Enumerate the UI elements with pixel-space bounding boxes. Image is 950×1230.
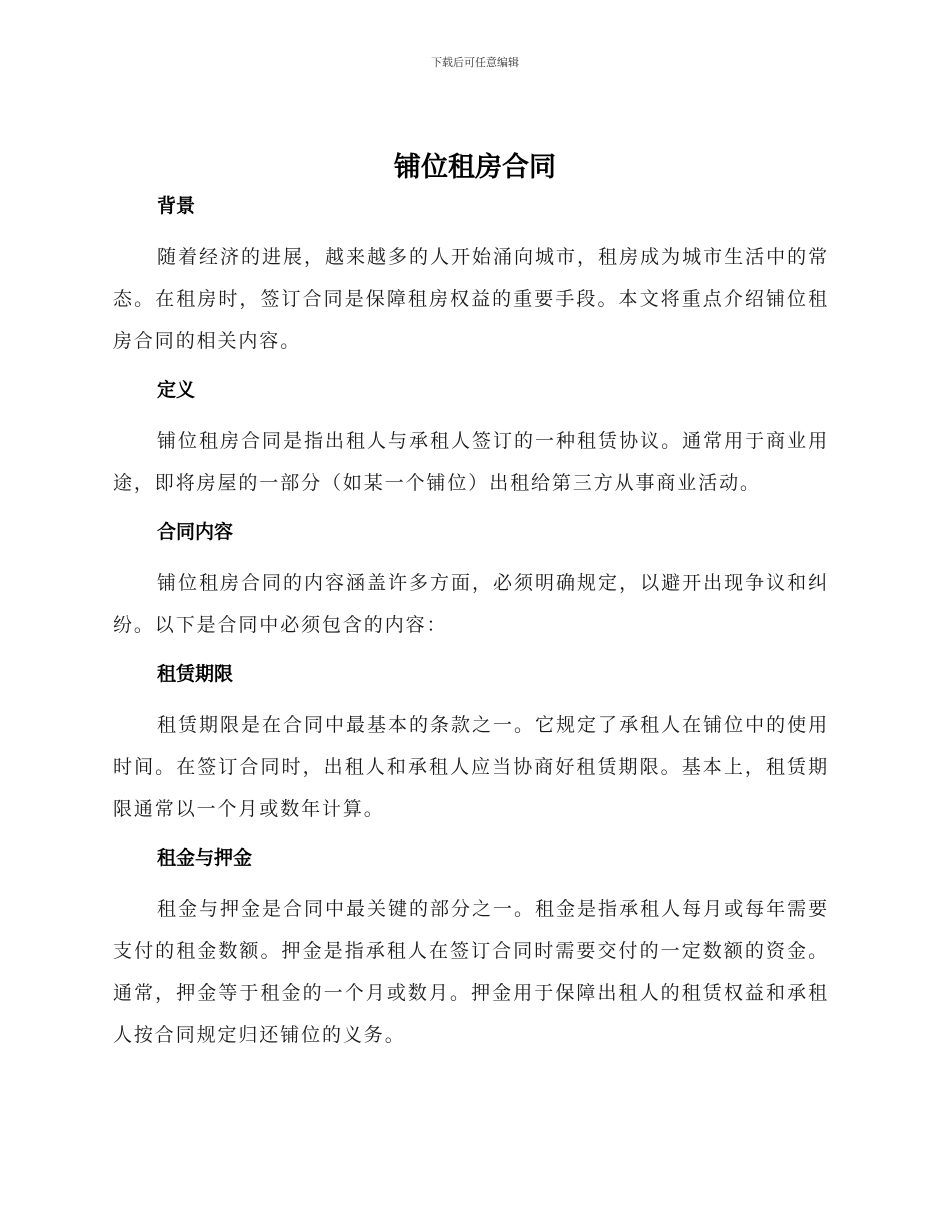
section-paragraph: 铺位租房合同是指出租人与承租人签订的一种租赁协议。通常用于商业用途，即将房屋的一部分（如某一个铺位）出租给第三方从事商业活动。: [113, 430, 829, 494]
section-paragraph: 租赁期限是在合同中最基本的条款之一。它规定了承租人在铺位中的使用时间。在签订合同时，出租人和承租人应当协商好租赁期限。基本上，租赁期限通常以一个月或数年计算。: [113, 714, 829, 820]
section-background: [113, 190, 829, 374]
section-definition: [113, 374, 829, 516]
section-contract-content: [113, 516, 829, 658]
section-heading: 合同内容: [157, 521, 234, 543]
section-paragraph: 租金与押金是合同中最关键的部分之一。租金是指承租人每月或每年需要支付的租金数额。押金是指承租人在签订合同时需要交付的一定数额的资金。通常，押金等于租金的一个月或数月。押金用于保障出租人的租赁权益和承租人按合同规定归还铺位的义务。: [113, 898, 829, 1046]
document-body: [113, 190, 829, 1056]
section-paragraph: 铺位租房合同的内容涵盖许多方面，必须明确规定，以避开出现争议和纠纷。以下是合同中必须包含的内容：: [113, 572, 829, 636]
document-title: 铺位租房合同: [394, 152, 556, 183]
section-heading: 背景: [157, 195, 196, 217]
section-lease-term: [113, 658, 829, 842]
section-heading: 租赁期限: [157, 663, 234, 685]
section-paragraph: 随着经济的进展，越来越多的人开始涌向城市，租房成为城市生活中的常态。在租房时，签订合同是保障租房权益的重要手段。本文将重点介绍铺位租房合同的相关内容。: [113, 246, 829, 352]
section-rent-deposit: [113, 842, 829, 1056]
header-note: 下载后可任意编辑: [431, 56, 519, 69]
section-heading: 租金与押金: [157, 847, 253, 869]
section-heading: 定义: [157, 379, 196, 401]
